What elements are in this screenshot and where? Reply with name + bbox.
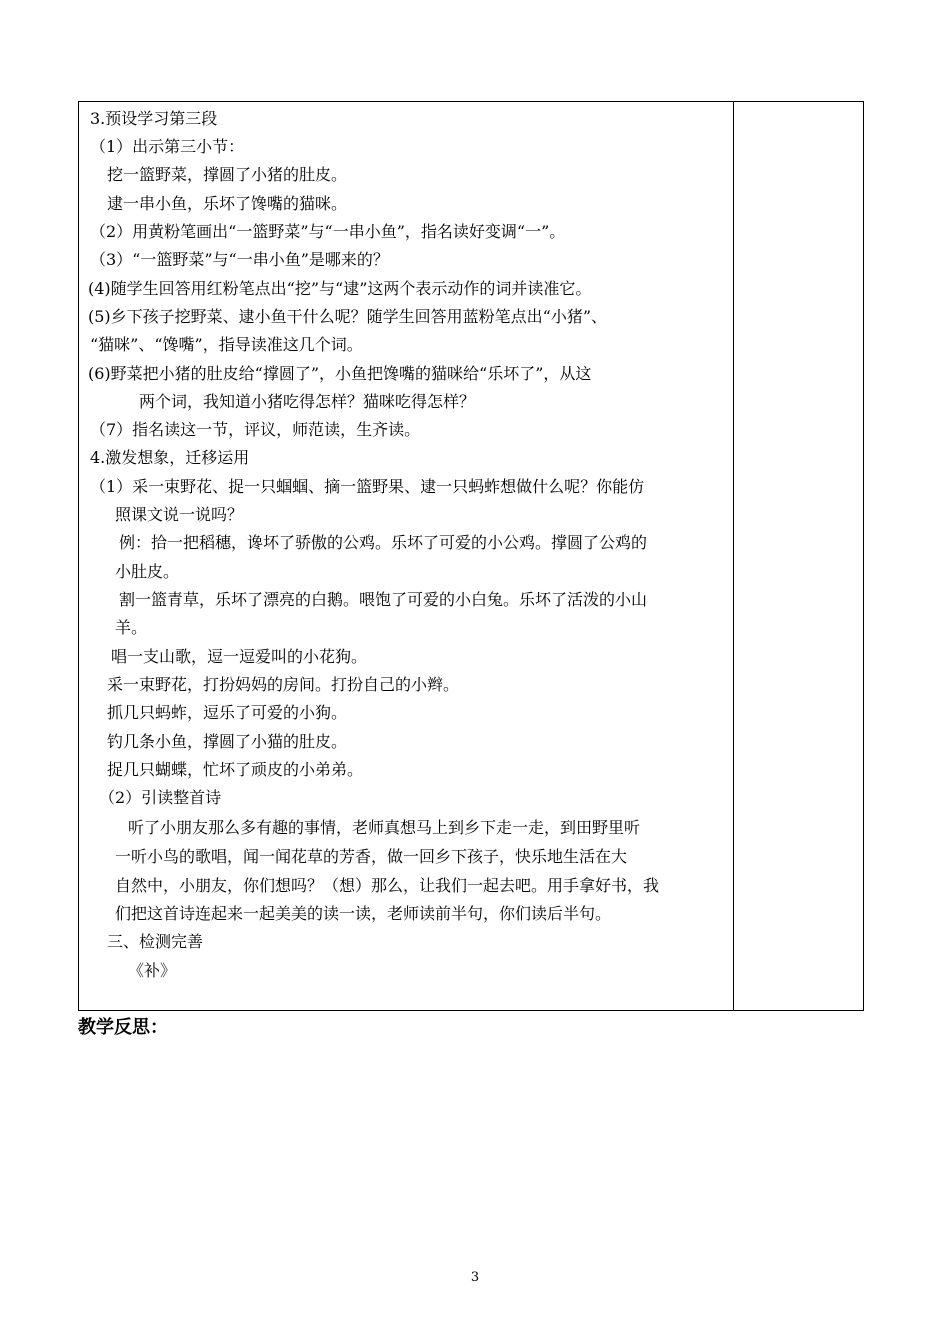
teaching-reflection-heading: 教学反思： [78,1017,168,1038]
lesson-line: 挖一篮野菜，撑圆了小猪的肚皮。 [107,165,348,184]
lesson-line: 两个词，我知道小猪吃得怎样？猫咪吃得怎样？ [139,392,476,411]
lesson-line: (4)随学生回答用红粉笔点出“挖”与“逮”这两个表示动作的词并读准它。 [88,279,592,298]
lesson-line: 一听小鸟的歌唱，闻一闻花草的芳香，做一回乡下孩子，快乐地生活在大 [115,847,628,866]
lesson-table [78,101,864,1011]
lesson-line: （1）采一束野花、捉一只蝈蝈、摘一篮野果、逮一只蚂蚱想做什么呢？你能仿 [90,477,645,496]
lesson-line: 4.激发想象，迁移运用 [90,448,250,467]
lesson-line: 3.预设学习第三段 [90,109,218,128]
lesson-line: 钓几条小鱼，撑圆了小猫的肚皮。 [107,732,348,751]
lesson-line: (5)乡下孩子挖野菜、逮小鱼干什么呢？随学生回答用蓝粉笔点出“小猪”、 [88,307,608,326]
lesson-line: “猫咪”、“馋嘴”，指导读准这几个词。 [90,335,363,354]
lesson-line: 三、检测完善 [107,932,204,951]
lesson-line: 逮一串小鱼，乐坏了馋嘴的猫咪。 [107,194,348,213]
lesson-line: 听了小朋友那么多有趣的事情，老师真想马上到乡下走一走，到田野里听 [128,818,641,837]
lesson-line: 《补》 [128,961,177,980]
lesson-line: 们把这首诗连起来一起美美的读一读，老师读前半句，你们读后半句。 [115,904,612,923]
lesson-line: 自然中，小朋友，你们想吗？（想）那么，让我们一起去吧。用手拿好书，我 [115,876,660,895]
lesson-line: 割一篮青草，乐坏了漂亮的白鹅。喂饱了可爱的小白兔。乐坏了活泼的小山 [119,590,648,609]
lesson-line: (6)野菜把小猪的肚皮给“撑圆了”，小鱼把馋嘴的猫咪给“乐坏了”，从这 [88,364,592,383]
lesson-line: 唱一支山歌，逗一逗爱叫的小花狗。 [111,647,368,666]
lesson-line: 采一束野花，打扮妈妈的房间。打扮自己的小辫。 [107,675,460,694]
lesson-line: （2）引读整首诗 [99,788,222,807]
lesson-line: （1）出示第三小节： [90,137,245,156]
lesson-line: 羊。 [115,618,148,637]
lesson-line: 例：拾一把稻穗，谗坏了骄傲的公鸡。乐坏了可爱的小公鸡。撑圆了公鸡的 [119,533,648,552]
lesson-line: 小肚皮。 [115,562,180,581]
lesson-content-cell [79,102,733,1010]
page-number: 3 [470,1270,480,1285]
lesson-line: （3）“一篮野菜”与“一串小鱼”是哪来的？ [90,250,389,269]
lesson-line: 照课文说一说吗？ [115,505,244,524]
lesson-line: 抓几只蚂蚱，逗乐了可爱的小狗。 [107,703,348,722]
lesson-line: （2）用黄粉笔画出“一篮野菜”与“一串小鱼”，指名读好变调“一”。 [90,222,566,241]
lesson-notes-cell [734,102,863,1010]
lesson-line: （7）指名读这一节，评议，师范读，生齐读。 [90,420,421,439]
lesson-line: 捉几只蝴蝶，忙坏了顽皮的小弟弟。 [107,760,364,779]
